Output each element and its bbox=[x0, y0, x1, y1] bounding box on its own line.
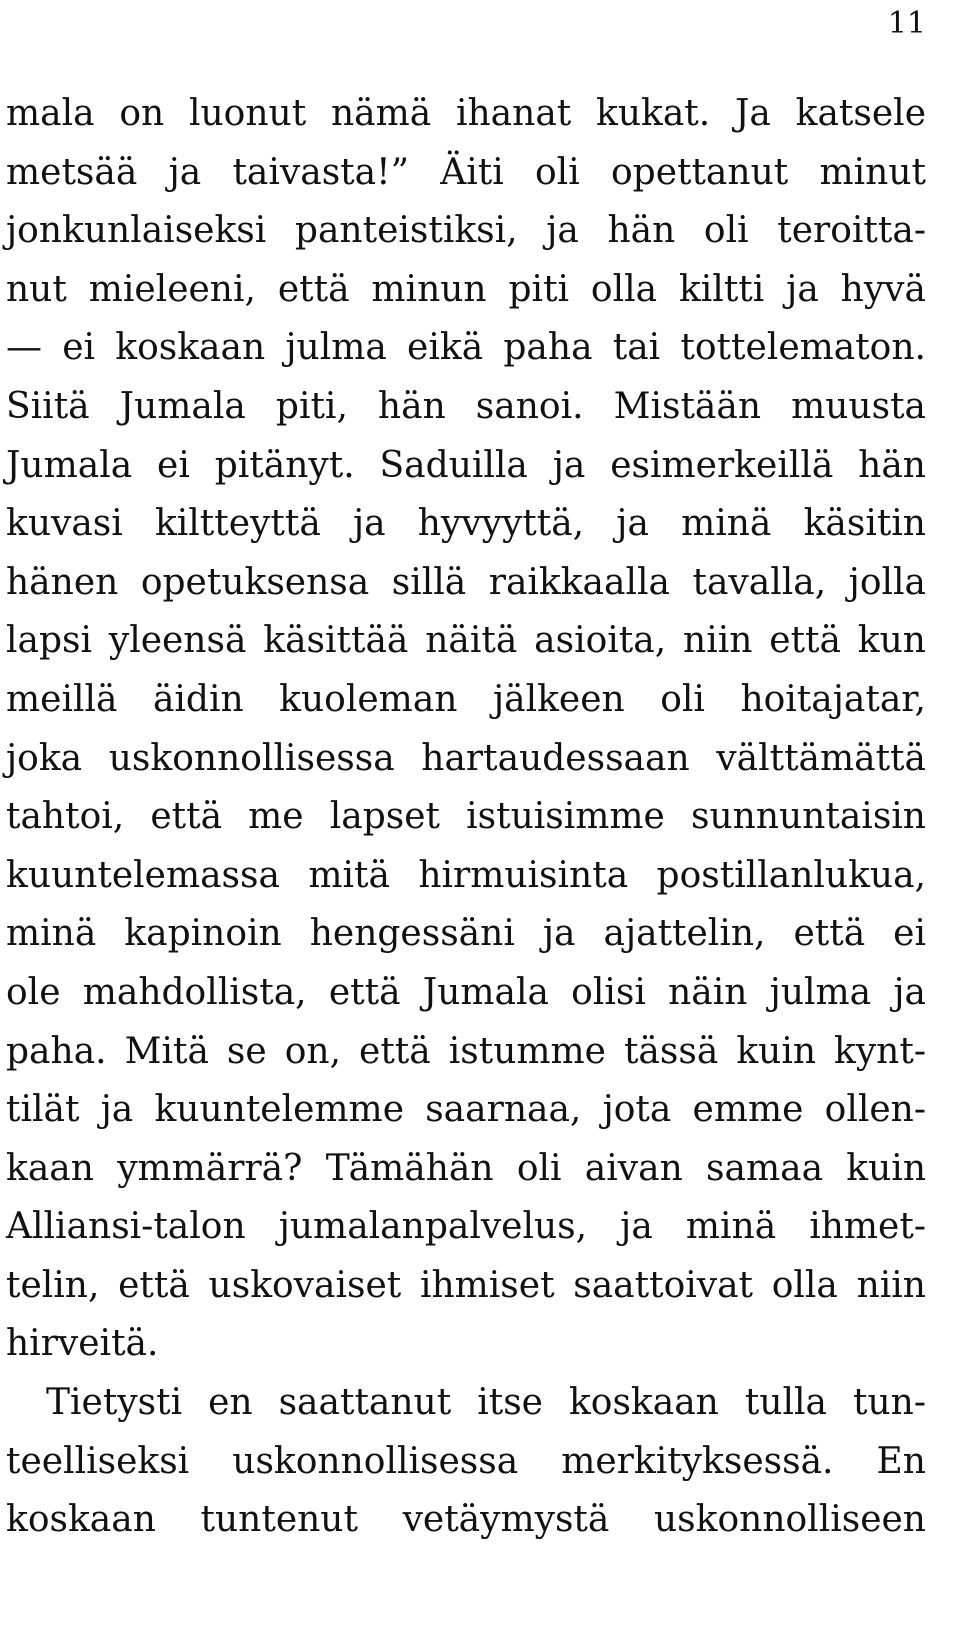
text-line: — ei koskaan julma eikä paha tai tottelematon. bbox=[6, 327, 926, 369]
text-line: ole mahdollista, että Jumala olisi näin julma ja bbox=[6, 971, 926, 1013]
page-number: 11 bbox=[887, 6, 926, 41]
text-line: metsää ja taivasta!” Äiti oli opettanut minut bbox=[6, 151, 926, 193]
text-line: teelliseksi uskonnollisessa merkityksessä. En bbox=[6, 1440, 926, 1482]
text-line: hänen opetuksensa sillä raikkaalla tavalla, jolla bbox=[6, 561, 926, 603]
text-line-paragraph-end: hirveitä. bbox=[6, 1323, 159, 1365]
text-line: nut mieleeni, että minun piti olla kiltti ja hyvä bbox=[6, 268, 926, 310]
text-line: tilät ja kuuntelemme saarnaa, jota emme ollen- bbox=[6, 1089, 926, 1131]
text-line: tahtoi, että me lapset istuisimme sunnuntaisin bbox=[6, 796, 926, 838]
text-line: joka uskonnollisessa hartaudessaan välttämättä bbox=[6, 737, 926, 779]
body-text bbox=[6, 85, 926, 1550]
text-line: meillä äidin kuoleman jälkeen oli hoitajatar, bbox=[6, 678, 926, 720]
text-line: telin, että uskovaiset ihmiset saattoivat olla niin bbox=[6, 1264, 926, 1306]
text-line: Jumala ei pitänyt. Saduilla ja esimerkeillä hän bbox=[6, 444, 926, 486]
text-line: koskaan tuntenut vetäymystä uskonnolliseen bbox=[6, 1499, 926, 1541]
text-line: minä kapinoin hengessäni ja ajattelin, että ei bbox=[6, 913, 926, 955]
text-line: kuvasi kiltteyttä ja hyvyyttä, ja minä käsitin bbox=[6, 503, 926, 545]
text-line: mala on luonut nämä ihanat kukat. Ja katsele bbox=[6, 93, 926, 134]
text-line: Alliansi-talon jumalanpalvelus, ja minä ihmet- bbox=[6, 1206, 926, 1248]
text-line: paha. Mitä se on, että istumme tässä kuin kynt- bbox=[6, 1030, 926, 1072]
text-line: kuuntelemassa mitä hirmuisinta postillanlukua, bbox=[6, 854, 926, 896]
text-line: Siitä Jumala piti, hän sanoi. Mistään muusta bbox=[6, 385, 926, 427]
text-line: kaan ymmärrä? Tämähän oli aivan samaa kuin bbox=[6, 1147, 926, 1189]
text-line: jonkunlaiseksi panteistiksi, ja hän oli teroitta- bbox=[6, 210, 926, 252]
text-line-paragraph-start: Tietysti en saattanut itse koskaan tulla tun- bbox=[46, 1382, 926, 1424]
text-line: lapsi yleensä käsittää näitä asioita, niin että kun bbox=[6, 620, 926, 662]
